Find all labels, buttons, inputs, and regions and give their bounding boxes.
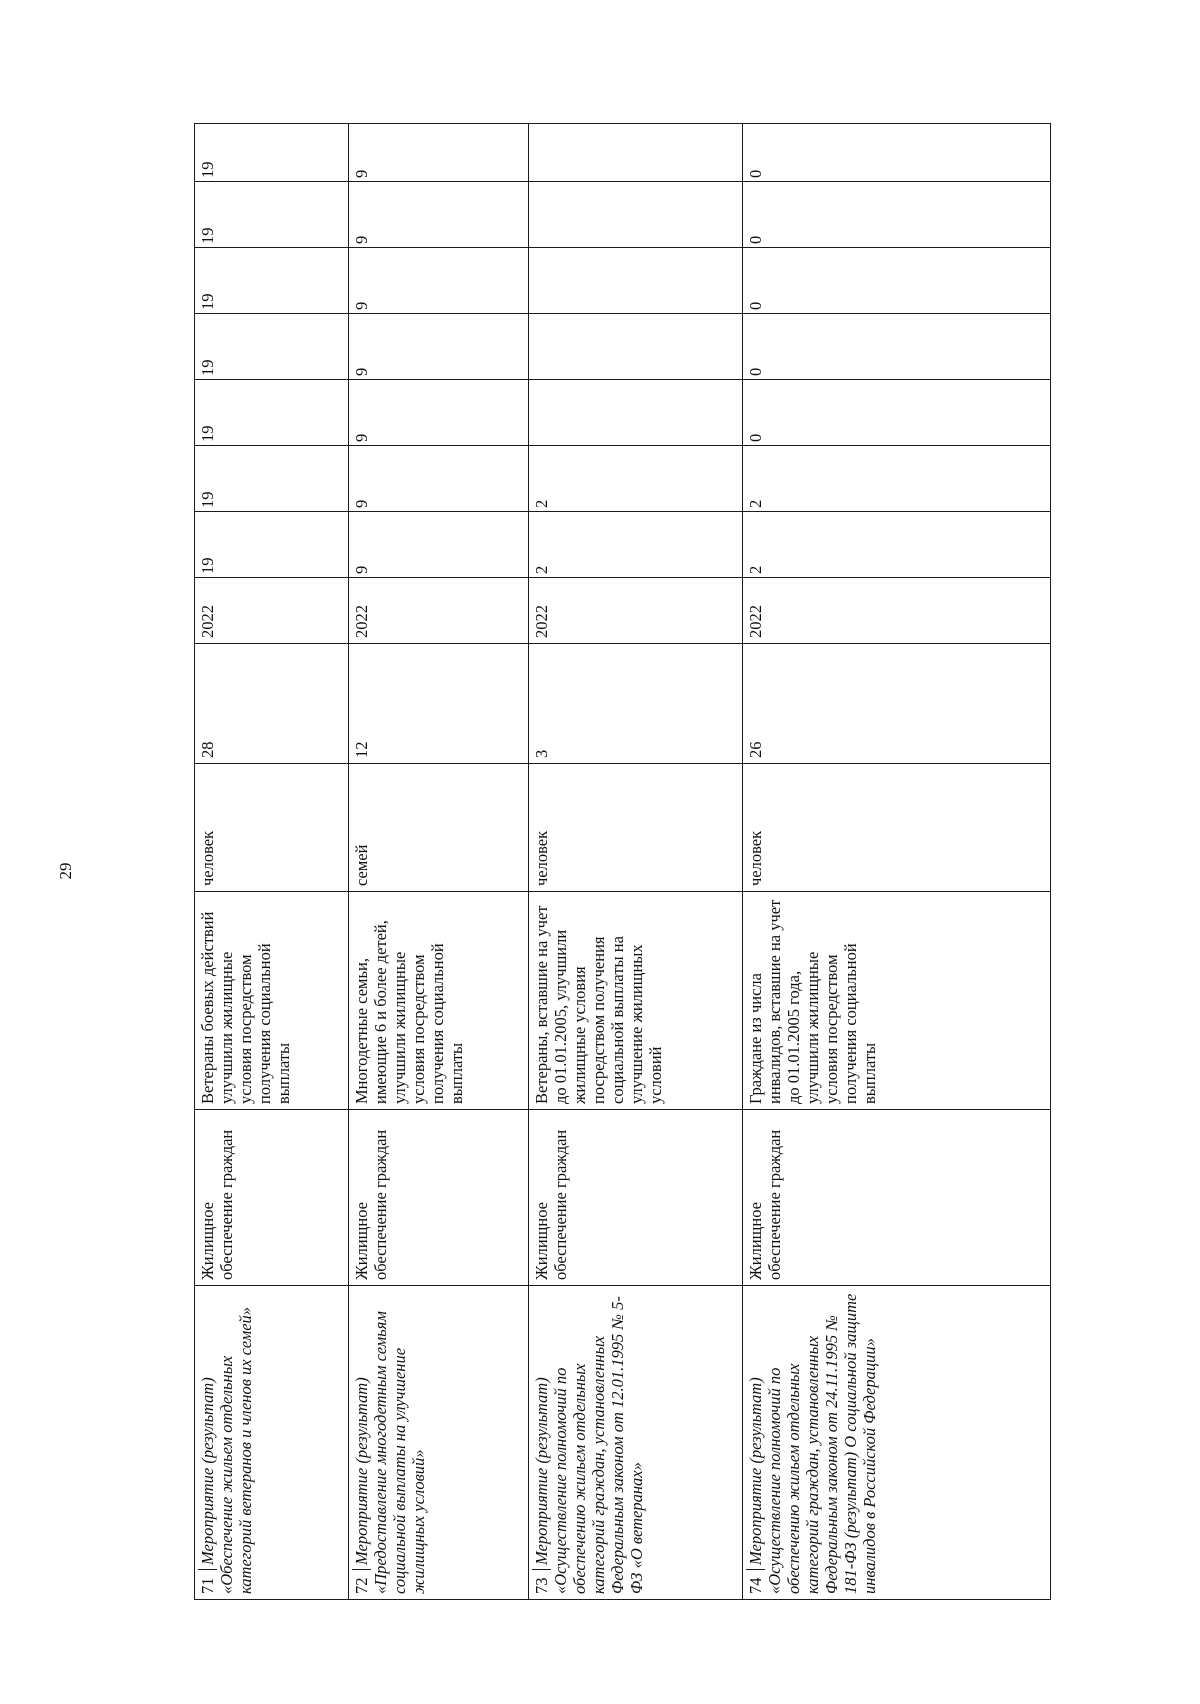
base-value-cell: 26 <box>743 644 1051 764</box>
base-year-cell: 2022 <box>195 578 349 644</box>
direction-cell: Жилищное обеспечение граждан <box>743 1110 1051 1286</box>
indicator-cell: Многодетные семьи, имеющие 6 и более детей, улучшили жилищные условия посредством получения социальной выплаты <box>349 892 529 1110</box>
year-value-cell: 19 <box>195 446 349 512</box>
unit-cell: человек <box>195 764 349 892</box>
direction-cell: Жилищное обеспечение граждан <box>529 1110 743 1286</box>
table-row <box>743 124 1051 1600</box>
row-number: 73 <box>532 1569 551 1594</box>
year-value-cell: 19 <box>195 182 349 248</box>
base-year-cell: 2022 <box>349 578 529 644</box>
year-value-cell: 0 <box>743 182 1051 248</box>
indicators-table <box>194 123 1051 1600</box>
year-value-cell: 0 <box>743 380 1051 446</box>
table-body <box>195 124 1051 1600</box>
table-row <box>195 124 349 1600</box>
base-value-cell: 3 <box>529 644 743 764</box>
base-value-cell: 28 <box>195 644 349 764</box>
year-value-cell: 19 <box>195 248 349 314</box>
year-value-cell: 19 <box>195 124 349 182</box>
event-text: Мероприятие (результат) «Осуществление полномочий по обеспечению жильем отдельных категорий граждан, установленных Федеральным законом от 24.11.1995 № 181-ФЗ (результат) О социальной защите инвалидов в Российской Федерации» <box>746 1293 879 1594</box>
unit-cell: человек <box>529 764 743 892</box>
event-cell <box>529 1286 743 1600</box>
year-value-cell: 0 <box>743 124 1051 182</box>
event-text: Мероприятие (результат) «Обеспечение жильем отдельных категорий ветеранов и членов их семей» <box>198 1306 255 1594</box>
year-value-cell: 9 <box>349 182 529 248</box>
unit-cell: человек <box>743 764 1051 892</box>
indicator-cell: Ветераны, вставшие на учет до 01.01.2005, улучшили жилищные условия посредством получения социальной выплаты на улучшение жилищных условий <box>529 892 743 1110</box>
year-value-cell <box>529 314 743 380</box>
indicator-cell: Ветераны боевых действий улучшили жилищные условия посредством получения социальной выплаты <box>195 892 349 1110</box>
year-value-cell: 19 <box>195 314 349 380</box>
unit-cell: семей <box>349 764 529 892</box>
rotated-table-wrapper <box>194 140 1050 1600</box>
year-value-cell: 9 <box>349 314 529 380</box>
event-cell <box>349 1286 529 1600</box>
event-text: Мероприятие (результат) «Осуществление полномочий по обеспечению жильем отдельных категорий граждан, установленных Федеральным законом от 12.01.1995 № 5-ФЗ «О ветеранах» <box>532 1296 646 1594</box>
year-value-cell: 9 <box>349 446 529 512</box>
year-value-cell: 9 <box>349 380 529 446</box>
event-cell <box>195 1286 349 1600</box>
direction-cell: Жилищное обеспечение граждан <box>195 1110 349 1286</box>
year-value-cell: 19 <box>195 380 349 446</box>
page-number: 29 <box>56 862 75 880</box>
row-number: 74 <box>746 1569 765 1594</box>
row-number: 71 <box>198 1569 217 1594</box>
year-value-cell: 2 <box>529 446 743 512</box>
year-value-cell <box>529 182 743 248</box>
year-value-cell <box>529 248 743 314</box>
table-row <box>529 124 743 1600</box>
year-value-cell: 9 <box>349 512 529 578</box>
base-value-cell: 12 <box>349 644 529 764</box>
year-value-cell: 2 <box>743 446 1051 512</box>
row-number: 72 <box>352 1569 371 1594</box>
year-value-cell: 0 <box>743 314 1051 380</box>
year-value-cell: 9 <box>349 124 529 182</box>
year-value-cell <box>529 380 743 446</box>
base-year-cell: 2022 <box>743 578 1051 644</box>
indicator-cell: Граждане из числа инвалидов, вставшие на учет до 01.01.2005 года, улучшили жилищные условия посредством получения социальной выплаты <box>743 892 1051 1110</box>
direction-cell: Жилищное обеспечение граждан <box>349 1110 529 1286</box>
event-cell <box>743 1286 1051 1600</box>
year-value-cell: 2 <box>743 512 1051 578</box>
year-value-cell: 0 <box>743 248 1051 314</box>
year-value-cell: 19 <box>195 512 349 578</box>
year-value-cell <box>529 124 743 182</box>
table-row <box>349 124 529 1600</box>
year-value-cell: 2 <box>529 512 743 578</box>
base-year-cell: 2022 <box>529 578 743 644</box>
year-value-cell: 9 <box>349 248 529 314</box>
event-text: Мероприятие (результат) «Предоставление многодетным семьям социальной выплаты на улучшение жилищных условий» <box>352 1311 428 1594</box>
